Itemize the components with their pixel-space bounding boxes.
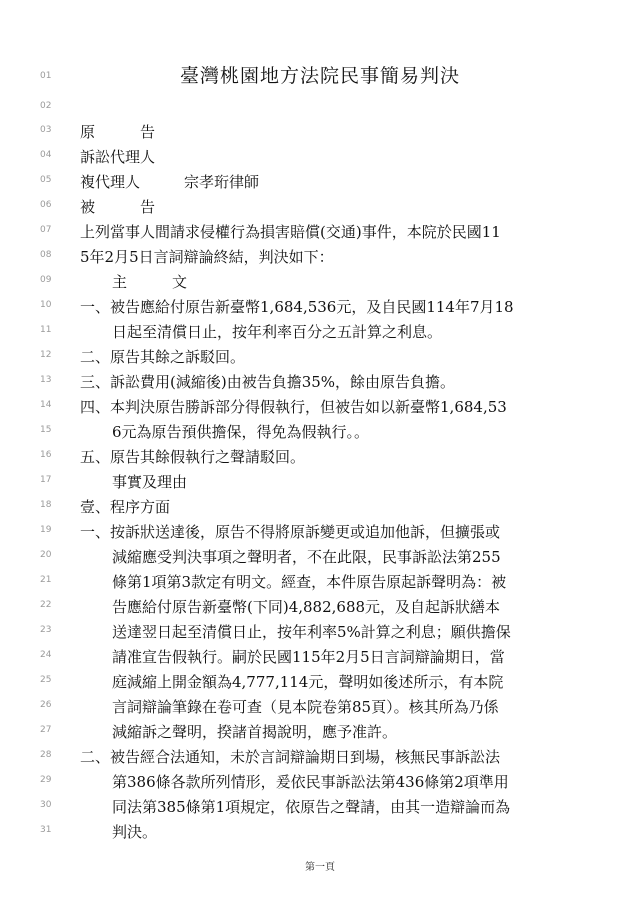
main-item-4: 四、本判決原告勝訴部分得假執行，但被告如以新臺幣1,684,53 (80, 398, 507, 416)
line-18 (0, 495, 640, 519)
line-17 (0, 470, 640, 494)
paragraph-1-cont: 庭減縮上開金額為4,777,114元，聲明如後述所示，有本院 (112, 673, 504, 691)
line-number: 13 (40, 375, 52, 385)
line-20 (0, 545, 640, 569)
line-16 (0, 445, 640, 469)
paragraph-1-cont: 條第1項第3款定有明文。經查，本件原告原起訴聲明為：被 (112, 573, 507, 591)
line-number: 16 (40, 450, 52, 460)
line-number: 08 (40, 250, 52, 260)
line-26 (0, 695, 640, 719)
line-number: 06 (40, 200, 52, 210)
line-01 (0, 62, 640, 86)
line-number: 14 (40, 400, 52, 410)
agent-label: 訴訟代理人 (80, 148, 156, 166)
main-item-4-cont: 6元為原告預供擔保，得免為假執行。。 (112, 423, 370, 441)
sub-agent-name: 宗孝珩律師 (184, 173, 260, 191)
line-02 (0, 96, 640, 120)
line-25 (0, 670, 640, 694)
line-number: 09 (40, 275, 52, 285)
facts-heading: 事實及理由 (112, 473, 188, 491)
line-number: 24 (40, 650, 52, 660)
line-number: 23 (40, 625, 52, 635)
paragraph-1-cont: 言詞辯論筆錄在卷可查（見本院卷第85頁）。核其所為乃係 (112, 698, 499, 716)
paragraph-1: 一、按訴狀送達後，原告不得將原訴變更或追加他訴，但擴張或 (80, 523, 501, 541)
sub-agent-label: 複代理人 (80, 173, 141, 191)
main-item-5: 五、原告其餘假執行之聲請駁回。 (80, 448, 306, 466)
paragraph-2-cont: 判決。 (112, 823, 158, 841)
main-item-1-cont: 日起至清償日止，按年利率百分之五計算之利息。 (112, 323, 443, 341)
line-29 (0, 770, 640, 794)
line-number: 28 (40, 750, 52, 760)
section-heading: 壹、程序方面 (80, 498, 171, 516)
paragraph-1-cont: 送達翌日起至清償日止，按年利率5%計算之利息；願供擔保 (112, 623, 511, 641)
intro-text: 上列當事人間請求侵權行為損害賠償(交通)事件，本院於民國11 (80, 223, 501, 241)
paragraph-2: 二、被告經合法通知，未於言詞辯論期日到場，核無民事訴訟法 (80, 748, 501, 766)
paragraph-1-cont: 請准宣告假執行。嗣於民國115年2月5日言詞辯論期日，當 (112, 648, 505, 666)
line-08 (0, 245, 640, 269)
line-13 (0, 370, 640, 394)
line-15 (0, 420, 640, 444)
line-28 (0, 745, 640, 769)
line-number: 05 (40, 175, 52, 185)
line-number: 22 (40, 600, 52, 610)
line-number: 25 (40, 675, 52, 685)
line-10 (0, 295, 640, 319)
line-number: 15 (40, 425, 52, 435)
line-number: 31 (40, 825, 52, 835)
line-number: 04 (40, 150, 52, 160)
line-09 (0, 270, 640, 294)
line-number: 18 (40, 500, 52, 510)
line-number: 10 (40, 300, 52, 310)
line-number: 12 (40, 350, 52, 360)
line-number: 11 (40, 325, 52, 335)
line-03 (0, 120, 640, 144)
paragraph-2-cont: 同法第385條第1項規定，依原告之聲請，由其一造辯論而為 (112, 798, 511, 816)
line-number: 30 (40, 800, 52, 810)
line-number: 02 (40, 101, 52, 111)
line-number: 20 (40, 550, 52, 560)
line-06 (0, 195, 640, 219)
intro-text: 5年2月5日言詞辯論終結，判決如下： (80, 248, 334, 266)
main-heading: 主 文 (112, 273, 188, 291)
line-21 (0, 570, 640, 594)
line-number: 19 (40, 525, 52, 535)
line-number: 27 (40, 725, 52, 735)
line-19 (0, 520, 640, 544)
line-23 (0, 620, 640, 644)
line-07 (0, 220, 640, 244)
main-item-2: 二、原告其餘之訴駁回。 (80, 348, 246, 366)
plaintiff-label: 原 告 (80, 123, 156, 141)
line-number: 03 (40, 125, 52, 135)
line-24 (0, 645, 640, 669)
line-number: 29 (40, 775, 52, 785)
paragraph-1-cont: 減縮應受判決事項之聲明者，不在此限，民事訴訟法第255 (112, 548, 501, 566)
line-27 (0, 720, 640, 744)
line-14 (0, 395, 640, 419)
line-30 (0, 795, 640, 819)
main-item-3: 三、訴訟費用(減縮後)由被告負擔35%，餘由原告負擔。 (80, 373, 456, 391)
paragraph-1-cont: 告應給付原告新臺幣(下同)4,882,688元，及自起訴狀繕本 (112, 598, 501, 616)
defendant-label: 被 告 (80, 198, 156, 216)
paragraph-1-cont: 減縮訴之聲明，揆諸首揭說明，應予准許。 (112, 723, 398, 741)
document-title: 臺灣桃園地方法院民事簡易判決 (179, 65, 460, 87)
line-number: 17 (40, 475, 52, 485)
line-31 (0, 820, 640, 844)
paragraph-2-cont: 第386條各款所列情形，爰依民事訴訟法第436條第2項準用 (112, 773, 509, 791)
line-11 (0, 320, 640, 344)
line-12 (0, 345, 640, 369)
line-number: 26 (40, 700, 52, 710)
line-number: 21 (40, 575, 52, 585)
line-04 (0, 145, 640, 169)
line-05 (0, 170, 640, 194)
line-number: 07 (40, 225, 52, 235)
page-footer: 第一頁 (305, 862, 335, 873)
main-item-1: 一、被告應給付原告新臺幣1,684,536元，及自民國114年7月18 (80, 298, 514, 316)
line-number: 01 (40, 71, 52, 81)
line-22 (0, 595, 640, 619)
